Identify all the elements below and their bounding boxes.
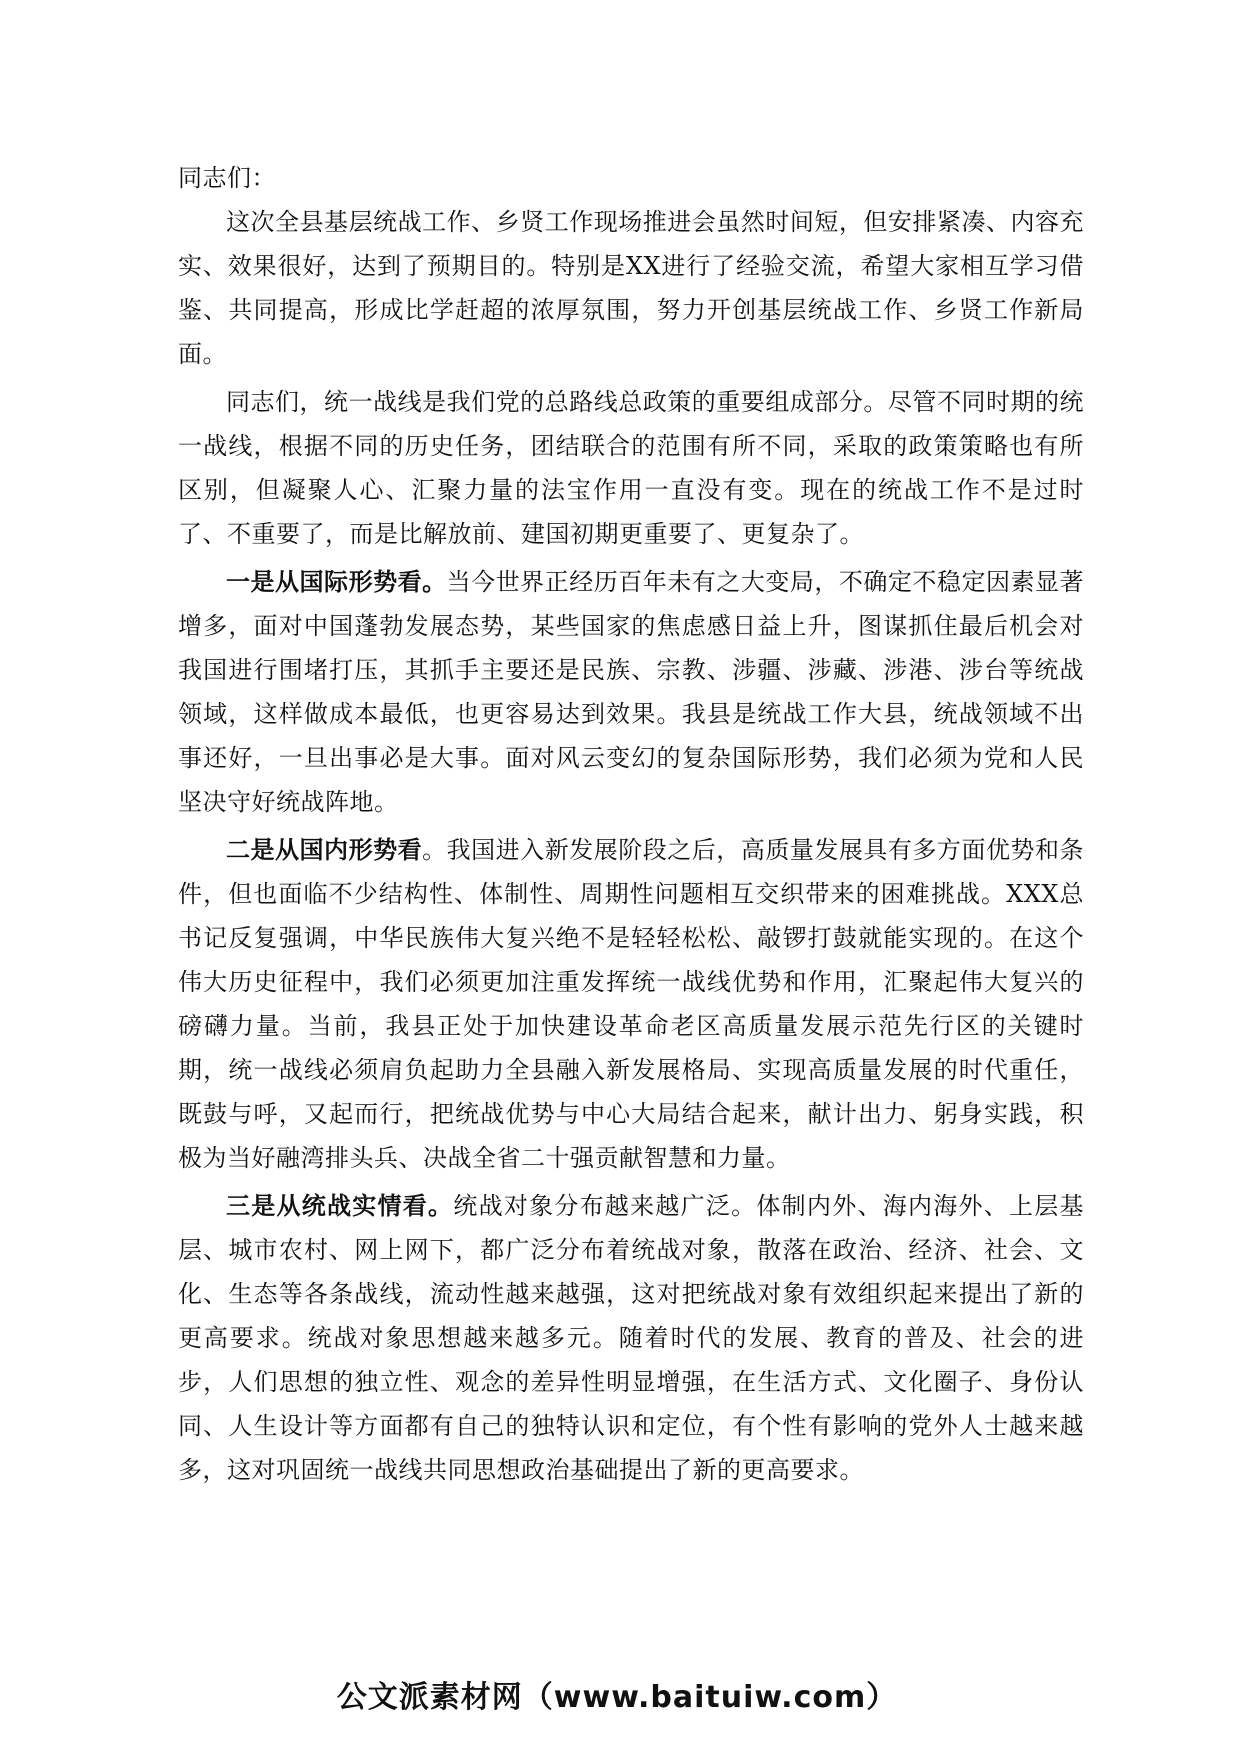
paragraph-international: [178, 560, 1084, 824]
paragraph-text: 当今世界正经历百年未有之大变局，不确定不稳定因素显著增多，面对中国蓬勃发展态势，某些国家的焦虑感日益上升，图谋抓住最后机会对我国进行围堵打压，其抓手主要还是民族、宗教、涉疆、涉藏、涉港、涉台等统战领域，这样做成本最低，也更容易达到效果。我县是统战工作大县，统战领域不出事还好，一旦出事必是大事。面对风云变幻的复杂国际形势，我们必须为党和人民坚决守好统战阵地。: [178, 568, 1085, 816]
paragraph-opening: [178, 200, 1084, 376]
salutation: 同志们：: [178, 164, 276, 192]
document-body: [178, 156, 1084, 1496]
paragraph-text: 同志们，统一战线是我们党的总路线总政策的重要组成部分。尽管不同时期的统一战线，根据不同的历史任务，团结联合的范围有所不同，采取的政策策略也有所区别，但凝聚人心、汇聚力量的法宝作用一直没有变。现在的统战工作不是过时了、不重要了，而是比解放前、建国初期更重要了、更复杂了。: [178, 388, 1084, 548]
paragraph-text: 统战对象分布越来越广泛。体制内外、海内海外、上层基层、城市农村、网上网下，都广泛分布着统战对象，散落在政治、经济、社会、文化、生态等各条战线，流动性越来越强，这对把统战对象有效组织起来提出了新的更高要求。统战对象思想越来越多元。随着时代的发展、教育的普及、社会的进步，人们思想的独立性、观念的差异性明显增强，在生活方式、文化圈子、身份认同、人生设计等方面都有自己的独特认识和定位，有个性有影响的党外人士越来越多，这对巩固统一战线共同思想政治基础提出了新的更高要求。: [178, 1192, 1085, 1484]
paragraph-lead: 三是从统战实情看。: [226, 1191, 454, 1220]
paragraph-lead: 二是从国内形势看: [226, 835, 423, 864]
paragraph-united-front: [178, 380, 1084, 556]
footer-watermark: 公文派素材网（www.baituiw.com）: [336, 1680, 898, 1715]
paragraph-actual-situation: [178, 1184, 1084, 1492]
paragraph-text: 。我国进入新发展阶段之后，高质量发展具有多方面优势和条件，但也面临不少结构性、体制性、周期性问题相互交织带来的困难挑战。XXX总书记反复强调，中华民族伟大复兴绝不是轻轻松松、敲锣打鼓就能实现的。在这个伟大历史征程中，我们必须更加注重发挥统一战线优势和作用，汇聚起伟大复兴的磅礴力量。当前，我县正处于加快建设革命老区高质量发展示范先行区的关键时期，统一战线必须肩负起助力全县融入新发展格局、实现高质量发展的时代重任，既鼓与呼，又起而行，把统战优势与中心大局结合起来，献计出力、躬身实践，积极为当好融湾排头兵、决战全省二十强贡献智慧和力量。: [178, 836, 1085, 1172]
paragraph-lead: 一是从国际形势看。: [226, 567, 447, 596]
paragraph-domestic: [178, 828, 1084, 1180]
paragraph-text: 这次全县基层统战工作、乡贤工作现场推进会虽然时间短，但安排紧凑、内容充实、效果很好，达到了预期目的。特别是XX进行了经验交流，希望大家相互学习借鉴、共同提高，形成比学赶超的浓厚氛围，努力开创基层统战工作、乡贤工作新局面。: [178, 208, 1084, 368]
